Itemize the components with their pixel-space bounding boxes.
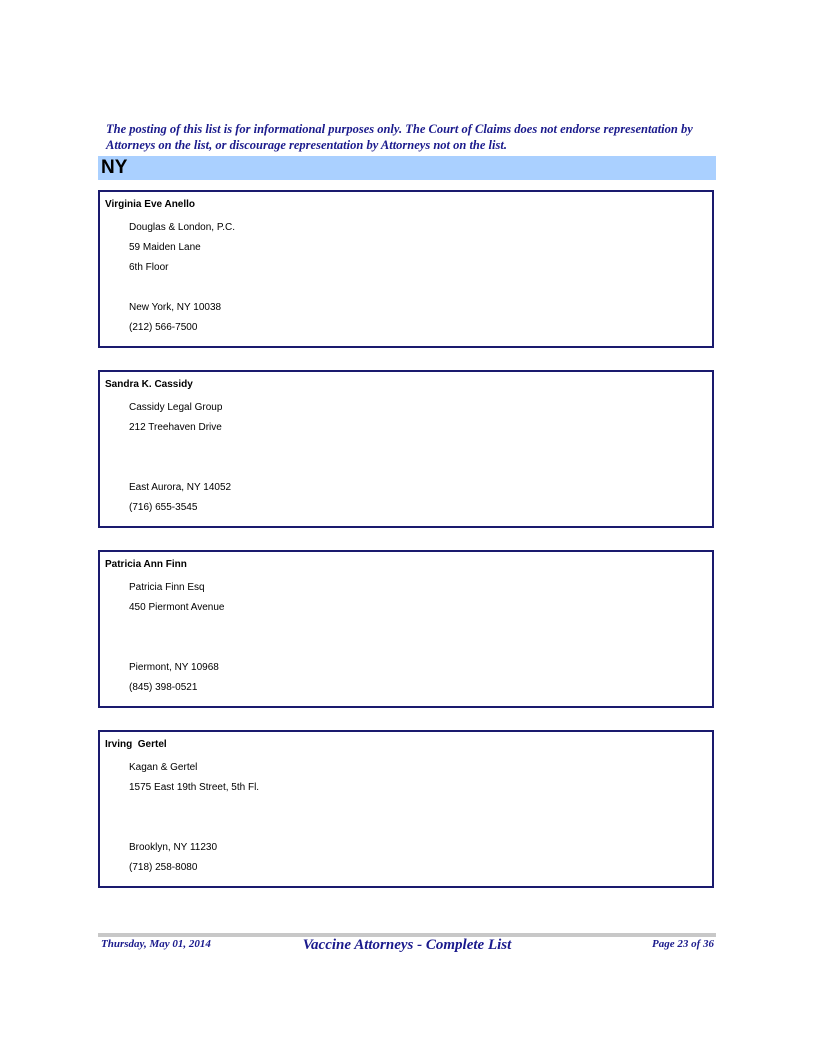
- footer-date: Thursday, May 01, 2014: [101, 938, 211, 950]
- attorney-name: Virginia Eve Anello: [105, 199, 196, 210]
- attorney-phone: (718) 258-8080: [129, 862, 198, 873]
- attorney-city-state-zip: Brooklyn, NY 11230: [129, 842, 218, 853]
- attorney-card: [98, 190, 714, 348]
- attorney-name: Patricia Ann Finn: [105, 559, 187, 570]
- attorney-firm: Douglas & London, P.C.: [129, 222, 236, 233]
- attorney-name: Irving Gertel: [105, 739, 167, 750]
- attorney-address-line1: 59 Maiden Lane: [129, 242, 201, 253]
- attorney-firm: Patricia Finn Esq: [129, 582, 205, 593]
- attorney-address-line1: 1575 East 19th Street, 5th Fl.: [129, 782, 260, 793]
- attorney-phone: (716) 655-3545: [129, 502, 198, 513]
- disclaimer-text: The posting of this list is for informational purposes only. The Court of Claims does not endorse representation by Attorneys on the list, or discourage representation by Attorneys not on the list.: [106, 122, 693, 152]
- footer-title: Vaccine Attorneys - Complete List: [302, 937, 512, 953]
- attorney-phone: (845) 398-0521: [129, 682, 198, 693]
- attorney-city-state-zip: New York, NY 10038: [129, 302, 222, 313]
- attorney-name: Sandra K. Cassidy: [105, 379, 193, 390]
- attorney-address-line2: 6th Floor: [129, 262, 169, 273]
- attorney-city-state-zip: East Aurora, NY 14052: [129, 482, 232, 493]
- state-header: [98, 156, 716, 180]
- attorney-city-state-zip: Piermont, NY 10968: [129, 662, 219, 673]
- attorney-firm: Kagan & Gertel: [129, 762, 198, 773]
- attorney-address-line1: 212 Treehaven Drive: [129, 422, 222, 433]
- attorney-phone: (212) 566-7500: [129, 322, 198, 333]
- footer-page-number: Page 23 of 36: [651, 938, 714, 950]
- attorney-firm: Cassidy Legal Group: [129, 402, 223, 413]
- attorney-card: [98, 550, 714, 708]
- state-label: NY: [101, 157, 128, 178]
- attorney-address-line1: 450 Piermont Avenue: [129, 602, 225, 613]
- attorney-card: [98, 730, 714, 888]
- attorney-card: [98, 370, 714, 528]
